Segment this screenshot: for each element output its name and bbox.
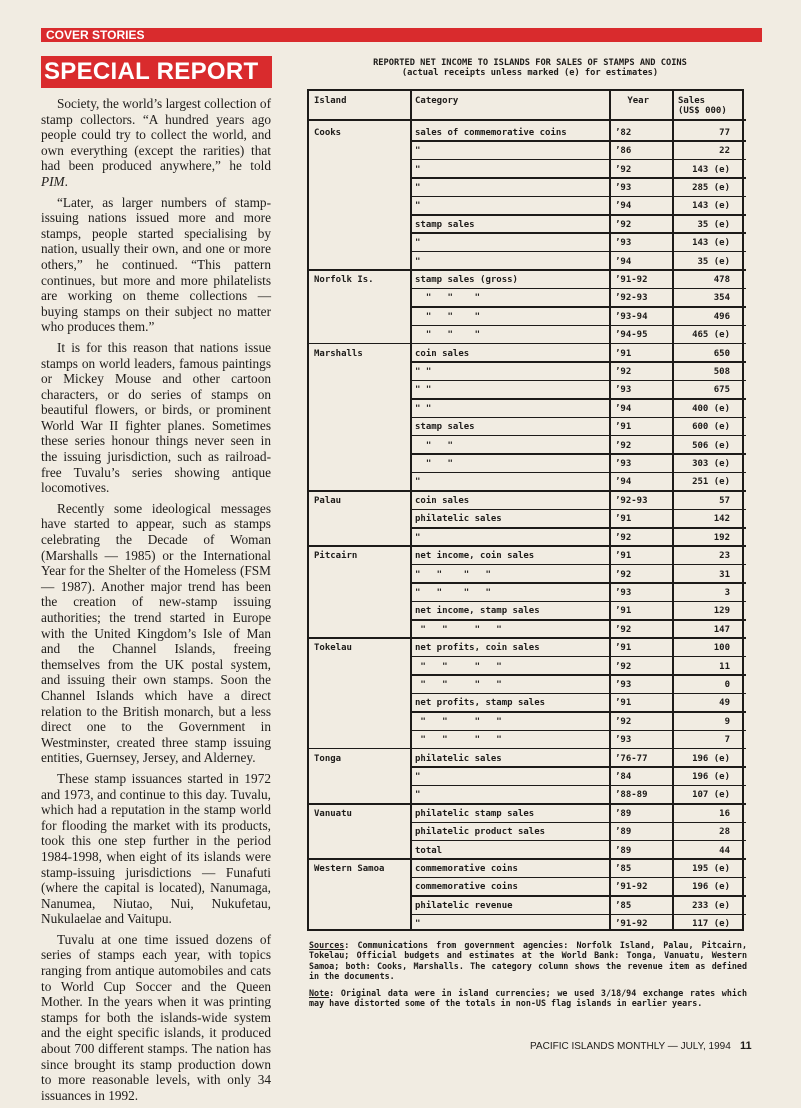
cell-category: " " " — [415, 311, 481, 322]
cell-sales: 11 — [719, 661, 730, 672]
cell-year: ’91 — [615, 643, 632, 654]
cell-year: ’92 — [615, 164, 632, 175]
cell-sales: 251 (e) — [692, 477, 730, 488]
cell-sales: 478 — [713, 274, 730, 285]
cell-year: ’89 — [615, 845, 632, 856]
cell-sales: 35 (e) — [697, 219, 730, 230]
row-rule — [410, 527, 746, 529]
row-rule — [410, 306, 746, 308]
cell-year: ’91 — [615, 698, 632, 709]
cell-year: ’92 — [615, 624, 632, 635]
cell-year: ’91-92 — [615, 919, 648, 930]
cell-sales: 23 — [719, 551, 730, 562]
cell-sales: 196 (e) — [692, 882, 730, 893]
paragraph-text: These stamp issuances started in 1972 and 1973, and continue to this day. Tuvalu, which had a reputation in the stamp world for flooding the market with its products, took this one step further in the period 1984-1998, when eight of its islands were stamp-issuing jurisdictions — Funafuti (where the capital is located), Nanumaga, Nanumea, Niutao, Nui, Nukufetau, Nukulaelae and Vaitupu. — [41, 770, 271, 927]
row-rule — [410, 766, 746, 768]
cell-sales: 506 (e) — [692, 440, 730, 451]
cell-year: ’91-92 — [615, 274, 648, 285]
section-banner — [41, 28, 762, 42]
cell-sales: 143 (e) — [692, 164, 730, 175]
cell-year: ’84 — [615, 772, 632, 783]
cell-year: ’92 — [615, 569, 632, 580]
row-rule — [410, 288, 746, 290]
row-rule — [410, 325, 746, 327]
cell-category: " — [415, 919, 421, 930]
cell-sales: 496 — [713, 311, 730, 322]
cell-category: stamp sales — [415, 219, 475, 230]
paragraph-text: Society, the world’s largest collection of stamp collectors. “A hundred years ago people could try to collect the world, and own everything (except the rarities) that had been produced anywhere,” he told — [41, 96, 271, 174]
row-rule — [410, 361, 746, 363]
cell-sales: 508 — [713, 367, 730, 378]
sources-note — [309, 940, 747, 981]
cell-year: ’92 — [615, 532, 632, 543]
cell-island: Pitcairn — [314, 551, 358, 562]
cell-category: " — [415, 201, 421, 212]
header-rule — [309, 119, 746, 121]
cell-category: net income, stamp sales — [415, 606, 540, 617]
row-rule — [410, 601, 746, 603]
paragraph-text: . — [64, 173, 68, 189]
cell-sales: 57 — [719, 495, 730, 506]
cell-island: Norfolk Is. — [314, 274, 374, 285]
cell-year: ’91-92 — [615, 882, 648, 893]
sources-label: Sources — [309, 940, 345, 950]
row-rule — [410, 251, 746, 253]
row-rule — [410, 564, 746, 566]
cell-year: ’91 — [615, 606, 632, 617]
table-footnotes — [309, 940, 747, 1016]
cell-category: " — [415, 146, 421, 157]
cell-category: " " — [415, 440, 453, 451]
cell-sales: 196 (e) — [692, 772, 730, 783]
cell-category: " " " " — [415, 679, 502, 690]
cell-sales: 142 — [713, 514, 730, 525]
cell-category: " " " " — [415, 716, 502, 727]
cell-island: Cooks — [314, 127, 342, 138]
cell-year: ’94 — [615, 201, 632, 212]
cell-sales: 600 (e) — [692, 422, 730, 433]
row-rule — [410, 398, 746, 400]
cell-category: " " " — [415, 293, 481, 304]
row-rule — [309, 343, 746, 345]
row-rule — [410, 214, 746, 216]
header-sales: Sales — [678, 96, 706, 106]
row-rule — [410, 140, 746, 142]
header-island: Island — [314, 96, 347, 106]
cell-year: ’76-77 — [615, 753, 648, 764]
row-rule — [309, 269, 746, 271]
cell-sales: 100 — [713, 643, 730, 654]
cell-category: " " — [415, 403, 432, 414]
cell-year: ’94 — [615, 477, 632, 488]
row-rule — [410, 582, 746, 584]
row-rule — [410, 840, 746, 842]
article-body — [41, 96, 271, 1108]
cell-year: ’93 — [615, 735, 632, 746]
cell-category: " — [415, 256, 421, 267]
note-label: Note — [309, 988, 330, 999]
cell-sales: 129 — [713, 606, 730, 617]
cell-sales: 143 (e) — [692, 201, 730, 212]
cell-island: Palau — [314, 495, 342, 506]
row-rule — [410, 619, 746, 621]
row-rule — [410, 877, 746, 879]
cell-sales: 107 (e) — [692, 790, 730, 801]
cell-island: Vanuatu — [314, 808, 352, 819]
cell-island: Tokelau — [314, 643, 352, 654]
cell-category: philatelic sales — [415, 514, 502, 525]
income-table — [307, 89, 744, 931]
row-rule — [410, 453, 746, 455]
cell-year: ’92 — [615, 440, 632, 451]
row-rule — [410, 232, 746, 234]
cell-category: " " " " — [415, 735, 502, 746]
cell-sales: 354 — [713, 293, 730, 304]
row-rule — [410, 822, 746, 824]
cell-sales: 147 — [713, 624, 730, 635]
row-rule — [410, 785, 746, 787]
table-title-line2: (actual receipts unless marked (e) for estimates) — [401, 68, 659, 78]
cell-sales: 9 — [724, 716, 730, 727]
cell-category: commemorative coins — [415, 864, 518, 875]
cell-category: " " — [415, 367, 432, 378]
row-rule — [309, 490, 746, 492]
cell-year: ’94 — [615, 256, 632, 267]
cell-sales: 117 (e) — [692, 919, 730, 930]
cell-category: philatelic stamp sales — [415, 808, 535, 819]
row-rule — [410, 711, 746, 713]
row-rule — [410, 417, 746, 419]
sources-text: : Communications from government agencies: Norfolk Island, Palau, Pitcairn, Tokelau; Official budgets and estimates at the World Bank: Tonga, Vanuatu, Western Samoa; both: Cooks, Marshalls. The category column shows the revenue item as defined in the documents. — [309, 940, 747, 981]
cell-sales: 16 — [719, 808, 730, 819]
row-rule — [410, 730, 746, 732]
row-rule — [410, 196, 746, 198]
cell-sales: 303 (e) — [692, 459, 730, 470]
cell-sales: 3 — [724, 587, 730, 598]
row-rule — [309, 545, 746, 547]
cell-category: commemorative coins — [415, 882, 518, 893]
row-rule — [410, 693, 746, 695]
cell-year: ’93 — [615, 587, 632, 598]
cell-year: ’82 — [615, 127, 632, 138]
cell-sales: 0 — [724, 679, 730, 690]
cell-category: philatelic revenue — [415, 900, 513, 911]
cell-year: ’92 — [615, 367, 632, 378]
row-rule — [410, 895, 746, 897]
publication-name: PIM — [41, 173, 65, 189]
cell-sales: 77 — [719, 127, 730, 138]
article-paragraph — [41, 932, 271, 1104]
cell-sales: 35 (e) — [697, 256, 730, 267]
cell-year: ’93 — [615, 679, 632, 690]
row-rule — [410, 380, 746, 382]
cell-category: " — [415, 238, 421, 249]
cell-sales: 49 — [719, 698, 730, 709]
cell-category: stamp sales — [415, 422, 475, 433]
cell-sales: 285 (e) — [692, 182, 730, 193]
cell-year: ’91 — [615, 422, 632, 433]
special-report-label: SPECIAL REPORT — [44, 58, 259, 85]
cell-category: " — [415, 164, 421, 175]
cell-sales: 28 — [719, 827, 730, 838]
cell-sales: 400 (e) — [692, 403, 730, 414]
row-rule — [410, 509, 746, 511]
cell-category: " — [415, 532, 421, 543]
cell-category: " — [415, 772, 421, 783]
table-title — [300, 58, 760, 78]
cell-sales: 650 — [713, 348, 730, 359]
cell-year: ’91 — [615, 348, 632, 359]
cell-category: " " " " — [415, 587, 491, 598]
cell-sales: 22 — [719, 146, 730, 157]
section-label: COVER STORIES — [46, 28, 145, 42]
cell-year: ’92-93 — [615, 293, 648, 304]
cell-sales: 195 (e) — [692, 864, 730, 875]
row-rule — [309, 803, 746, 805]
row-rule — [410, 656, 746, 658]
row-rule — [410, 435, 746, 437]
cell-sales: 44 — [719, 845, 730, 856]
cell-category: net income, coin sales — [415, 551, 535, 562]
page-number: 11 — [740, 1040, 752, 1052]
table-title-line1: REPORTED NET INCOME TO ISLANDS FOR SALES OF STAMPS AND COINS — [373, 58, 687, 68]
cell-year: ’94 — [615, 403, 632, 414]
cell-year: ’92 — [615, 219, 632, 230]
article-paragraph — [41, 771, 271, 927]
page-folio: PACIFIC ISLANDS MONTHLY — JULY, 1994 — [530, 1041, 731, 1052]
row-rule — [410, 914, 746, 916]
article-paragraph — [41, 340, 271, 496]
cell-category: philatelic product sales — [415, 827, 546, 838]
cell-sales: 192 — [713, 532, 730, 543]
header-year: Year — [627, 96, 649, 106]
cell-category: " " — [415, 459, 453, 470]
cell-category: " — [415, 477, 421, 488]
cell-year: ’86 — [615, 146, 632, 157]
cell-sales: 143 (e) — [692, 238, 730, 249]
cell-sales: 196 (e) — [692, 753, 730, 764]
cell-sales: 7 — [724, 735, 730, 746]
cell-category: stamp sales (gross) — [415, 274, 518, 285]
row-rule — [309, 637, 746, 639]
article-paragraph — [41, 195, 271, 335]
cell-year: ’89 — [615, 827, 632, 838]
cell-year: ’93-94 — [615, 311, 648, 322]
cell-category: " " " " — [415, 661, 502, 672]
cell-year: ’93 — [615, 385, 632, 396]
row-rule — [309, 858, 746, 860]
paragraph-text: Tuvalu at one time issued dozens of series of stamps each year, with topics ranging from antique automobiles and cats to World Cup Soccer and the Queen Mother. In the years when it was printing stamps for both the islands-wide system and the eight specific islands, it produced about 700 different stamps. The nation has since brought its stamp production down to more reasonable levels, with only 34 issuances in 1992. — [41, 931, 271, 1103]
cell-sales: 465 (e) — [692, 330, 730, 341]
row-rule — [410, 159, 746, 161]
exchange-note — [309, 988, 747, 1009]
cell-year: ’89 — [615, 808, 632, 819]
special-report-heading — [41, 56, 272, 88]
cell-year: ’92-93 — [615, 495, 648, 506]
cell-year: ’91 — [615, 551, 632, 562]
row-rule — [410, 177, 746, 179]
cell-sales: 675 — [713, 385, 730, 396]
row-rule — [309, 748, 746, 750]
row-rule — [410, 674, 746, 676]
cell-category: " — [415, 182, 421, 193]
cell-category: philatelic sales — [415, 753, 502, 764]
cell-year: ’92 — [615, 716, 632, 727]
cell-category: " — [415, 790, 421, 801]
cell-category: " " — [415, 385, 432, 396]
cell-sales: 31 — [719, 569, 730, 580]
cell-year: ’93 — [615, 238, 632, 249]
cell-category: sales of commemorative coins — [415, 127, 567, 138]
cell-island: Tonga — [314, 753, 342, 764]
cell-island: Marshalls — [314, 348, 363, 359]
cell-year: ’88-89 — [615, 790, 648, 801]
header-sales-unit: (US$ 000) — [678, 106, 727, 116]
cell-year: ’85 — [615, 864, 632, 875]
cell-category: coin sales — [415, 348, 470, 359]
article-paragraph — [41, 501, 271, 766]
cell-category: " " " " — [415, 624, 502, 635]
article-paragraph — [41, 96, 271, 190]
note-text: : Original data were in island currencies; we used 3/18/94 exchange rates which may have distorted some of the totals in non-US flag islands in earlier years. — [309, 988, 747, 1009]
paragraph-text: “Later, as larger numbers of stamp-issuing nations issued more and more stamps, people started specialising by nation, usually their own, and one or more others,” he continued. “This pattern continues, but more and more philatelists are working on theme collections — buying stamps on their subject no matter who produces them.” — [41, 194, 271, 335]
cell-category: " " " — [415, 330, 481, 341]
cell-category: coin sales — [415, 495, 470, 506]
paragraph-text: Recently some ideological messages have started to appear, such as stamps celebrating the Decade of Woman (Marshalls — 1985) or the International Year for the Shelter of the Homeless (FSM — 1987). Another major trend has been the creation of new-stamp issuing authorities; the trend started in Europe with the United Kingdom’s Isle of Man and the Channel Islands, freeing themselves from the UK postal system, and issuing their own stamps. Soon the Channel Islands which have a direct relation to the British monarch, but a less direct one to the Government in Westminster, created three stamp issuing entities, Guernsey, Jersey, and Alderney. — [41, 500, 271, 766]
cell-year: ’93 — [615, 182, 632, 193]
cell-year: ’92 — [615, 661, 632, 672]
cell-category: net profits, stamp sales — [415, 698, 546, 709]
cell-category: total — [415, 845, 443, 856]
cell-category: " " " " — [415, 569, 491, 580]
row-rule — [410, 472, 746, 474]
cell-island: Western Samoa — [314, 864, 385, 875]
cell-category: net profits, coin sales — [415, 643, 540, 654]
cell-year: ’91 — [615, 514, 632, 525]
cell-sales: 233 (e) — [692, 900, 730, 911]
header-category: Category — [415, 96, 459, 106]
cell-year: ’94-95 — [615, 330, 648, 341]
cell-year: ’85 — [615, 900, 632, 911]
paragraph-text: It is for this reason that nations issue stamps on world leaders, famous paintings or Mickey Mouse and other cartoon characters, or do series of stamps on beautiful flowers, or birds, or prominent World War II fighter planes. Sometimes these series honour things never seen in the issuing jurisdiction, such as railroad-free Tuvalu’s series showing antique locomotives. — [41, 339, 271, 496]
cell-year: ’93 — [615, 459, 632, 470]
